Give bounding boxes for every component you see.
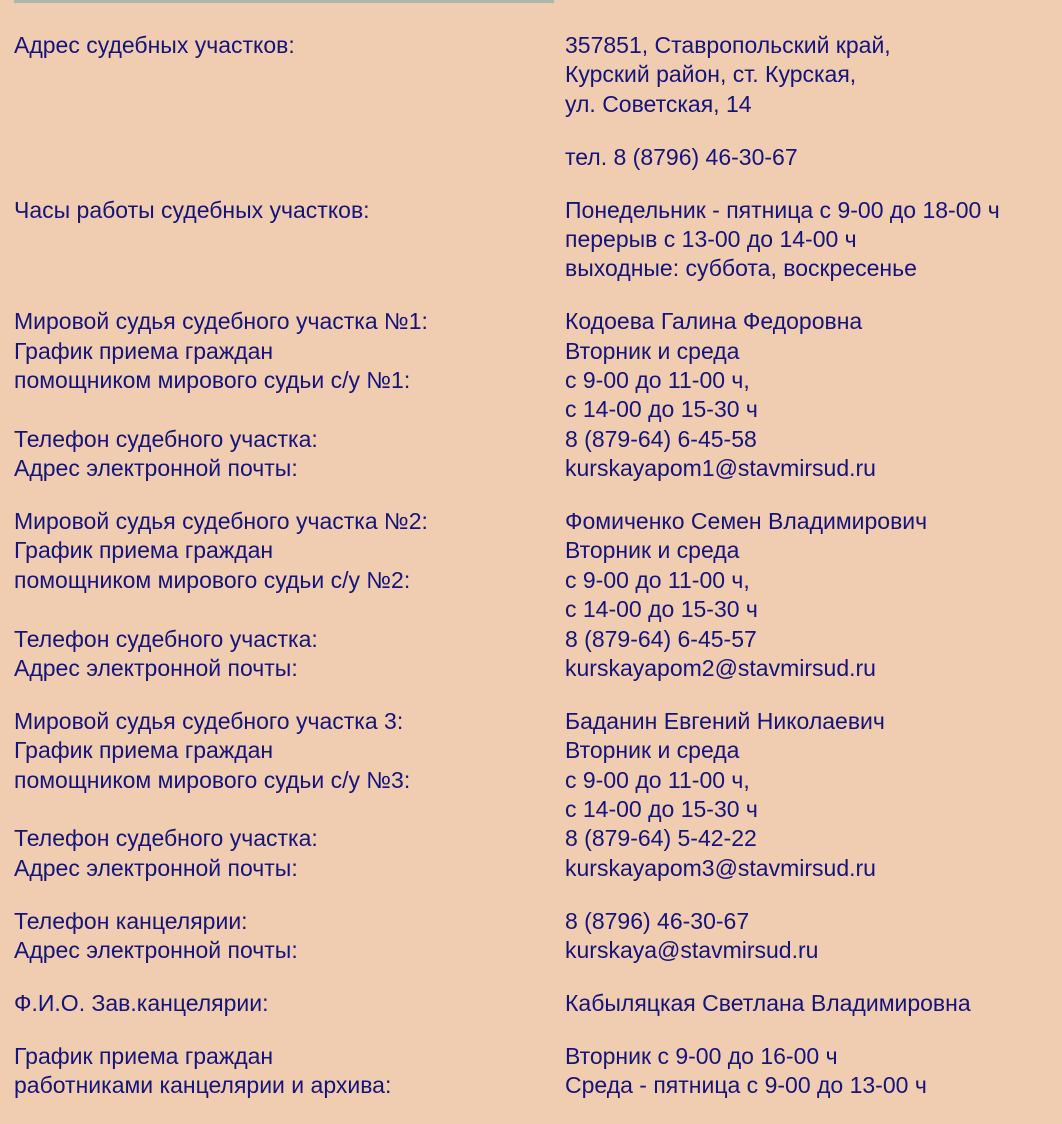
email-label: Адрес электронной почты: [14, 854, 298, 881]
address-label: Адрес судебных участков: [14, 32, 295, 58]
address-line: ул. Советская, 14 [565, 90, 752, 117]
judge-label: Мировой судья судебного участка №1: [14, 308, 428, 335]
phone-value: 8 (879-64) 5-42-22 [565, 825, 757, 852]
schedule-days: Вторник и среда [565, 337, 740, 364]
office-phone-label: Телефон канцелярии: [14, 907, 248, 934]
schedule-label: помощником мирового судьи с/у №1: [14, 367, 411, 394]
address-phone: тел. 8 (8796) 46-30-67 [565, 143, 798, 170]
office-contacts-row [14, 907, 1054, 966]
schedule-label: помощником мирового судьи с/у №2: [14, 566, 411, 593]
schedule-time: с 9-00 до 11-00 ч, [565, 766, 750, 793]
email-link[interactable]: kurskayapom1@stavmirsud.ru [565, 455, 876, 482]
office-schedule-row [14, 1042, 1054, 1101]
phone-label: Телефон судебного участка: [14, 625, 318, 652]
precinct-3-block [14, 707, 1054, 883]
phone-value: 8 (879-64) 6-45-58 [565, 425, 757, 452]
schedule-time: с 14-00 до 15-30 ч [565, 796, 758, 823]
schedule-time: с 14-00 до 15-30 ч [565, 596, 758, 623]
address-phone-row [14, 143, 1054, 172]
schedule-days: Вторник и среда [565, 537, 740, 564]
court-info-table [14, 31, 1054, 1124]
precinct-2-block [14, 507, 1054, 683]
judge-name: Фомиченко Семен Владимирович [565, 508, 928, 535]
office-phone: 8 (8796) 46-30-67 [565, 907, 750, 934]
office-head-row [14, 989, 1054, 1018]
office-schedule-label: работниками канцелярии и архива: [14, 1072, 392, 1099]
hours-row [14, 196, 1054, 284]
schedule-label: помощником мирового судьи с/у №3: [14, 766, 411, 793]
judge-label: Мировой судья судебного участка 3: [14, 707, 404, 734]
hours-line: выходные: суббота, воскресенье [565, 255, 917, 282]
office-schedule-label: График приема граждан [14, 1042, 274, 1069]
address-line: Курский район, ст. Курская, [565, 61, 857, 88]
top-divider [14, 0, 554, 3]
schedule-time: с 9-00 до 11-00 ч, [565, 367, 750, 394]
precinct-1-block [14, 307, 1054, 483]
schedule-time: с 9-00 до 11-00 ч, [565, 566, 750, 593]
schedule-days: Вторник и среда [565, 737, 740, 764]
schedule-label: График приема граждан [14, 337, 274, 364]
office-head-name: Кабыляцкая Светлана Владимировна [565, 990, 971, 1017]
judge-name: Кодоева Галина Федоровна [565, 308, 863, 335]
office-schedule-line: Вторник с 9-00 до 16-00 ч [565, 1042, 838, 1069]
phone-label: Телефон судебного участка: [14, 825, 318, 852]
office-email-label: Адрес электронной почты: [14, 937, 298, 964]
schedule-time: с 14-00 до 15-30 ч [565, 396, 758, 423]
email-label: Адрес электронной почты: [14, 455, 298, 482]
phone-label: Телефон судебного участка: [14, 425, 318, 452]
email-link[interactable]: kurskayapom3@stavmirsud.ru [565, 854, 876, 881]
judge-label: Мировой судья судебного участка №2: [14, 508, 428, 535]
email-label: Адрес электронной почты: [14, 655, 298, 682]
schedule-label: График приема граждан [14, 737, 274, 764]
hours-line: Понедельник - пятница с 9-00 до 18-00 ч [565, 196, 1000, 223]
hours-line: перерыв с 13-00 до 14-00 ч [565, 225, 857, 252]
judge-name: Баданин Евгений Николаевич [565, 707, 885, 734]
office-head-label: Ф.И.О. Зав.канцелярии: [14, 990, 269, 1017]
address-line: 357851, Ставропольский край, [565, 32, 891, 58]
office-schedule-line: Среда - пятница с 9-00 до 13-00 ч [565, 1072, 927, 1099]
address-row [14, 31, 1054, 119]
office-email-link[interactable]: kurskaya@stavmirsud.ru [565, 937, 819, 964]
email-link[interactable]: kurskayapom2@stavmirsud.ru [565, 655, 876, 682]
phone-value: 8 (879-64) 6-45-57 [565, 625, 757, 652]
hours-label: Часы работы судебных участков: [14, 196, 370, 223]
schedule-label: График приема граждан [14, 537, 274, 564]
